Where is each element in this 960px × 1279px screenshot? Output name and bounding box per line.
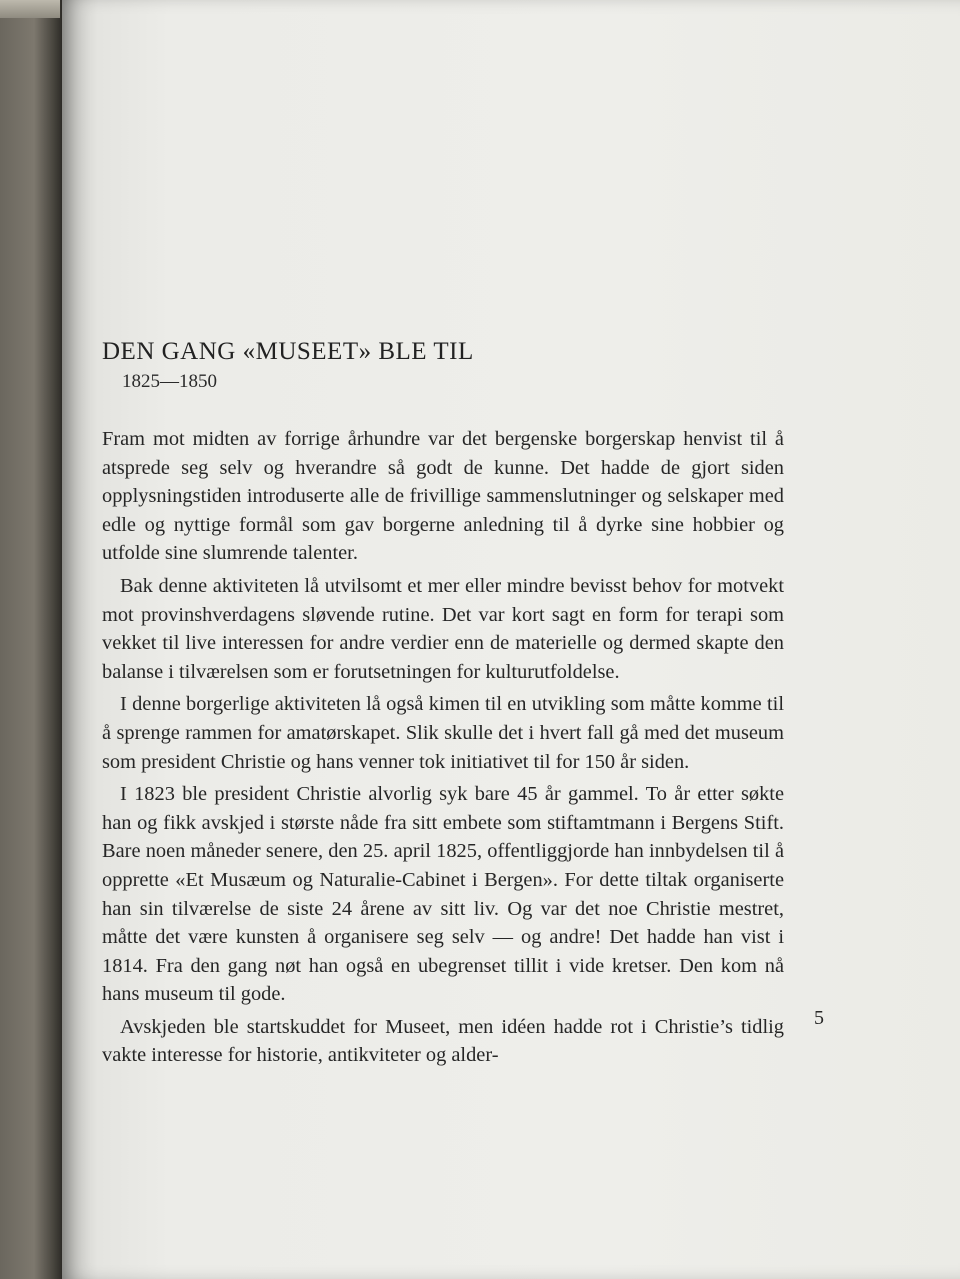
paragraph: Bak denne aktiviteten lå utvilsomt et mer eller mindre bevisst behov for motvekt mot provinshverdagens sløvende rutine. Det var kort sagt en form for terapi som vekket til live interessen for andre verdier enn de materielle og dermed skapte den balanse i tilværelsen som er forutsetningen for kulturutfoldelse. — [102, 574, 784, 683]
page-content — [102, 0, 842, 1279]
paragraph: Avskjeden ble startskuddet for Museet, men idéen hadde rot i Christie’s tidlig vakte interesse for historie, antikviteter og alder- — [102, 1015, 784, 1067]
chapter-years: 1825—1850 — [122, 371, 217, 392]
book-page — [62, 0, 960, 1279]
body-text — [102, 425, 784, 1074]
paragraph: Fram mot midten av forrige århundre var det bergenske borgerskap henvist til å atsprede seg selv og hverandre så godt de kunne. Det hadde de gjort siden opplysningstiden introduserte alle de frivillige sammenslutninger og selskaper med edle og nyttige formål som gav borgerne anledning til å dyrke sine hobbier og utfolde sine slumrende talenter. — [102, 428, 784, 565]
book-cover-corner — [0, 0, 60, 18]
paragraph: I 1823 ble president Christie alvorlig syk bare 45 år gammel. To år etter søkte han og fikk avskjed i største nåde fra sitt embete som stiftamtmann i Bergens Stift. Bare noen måneder senere, den 25. april 1825, offentliggjorde han innbydelsen til å opprette «Et Musæum og Naturalie-Cabinet i Bergen». For dette tiltak organiserte han sin tilværelse de siste 24 årene av sitt liv. Og var det noe Christie mestret, måtte det være kunsten å organisere seg selv — og andre! Det hadde han vist i 1814. Fra den gang nøt han også en ubegrenset tillit i vide kretser. Den kom nå hans museum til gode. — [102, 783, 784, 1006]
chapter-title: DEN GANG «MUSEET» BLE TIL — [102, 338, 474, 365]
page-number: 5 — [814, 1007, 824, 1029]
book-cover-edge — [0, 0, 62, 1279]
paragraph: I denne borgerlige aktiviteten lå også kimen til en utvikling som måtte komme til å sprenge rammen for amatørskapet. Slik skulle det i hvert fall gå med det museum som president Christie og hans venner tok initiativet til for 150 år siden. — [102, 693, 784, 773]
